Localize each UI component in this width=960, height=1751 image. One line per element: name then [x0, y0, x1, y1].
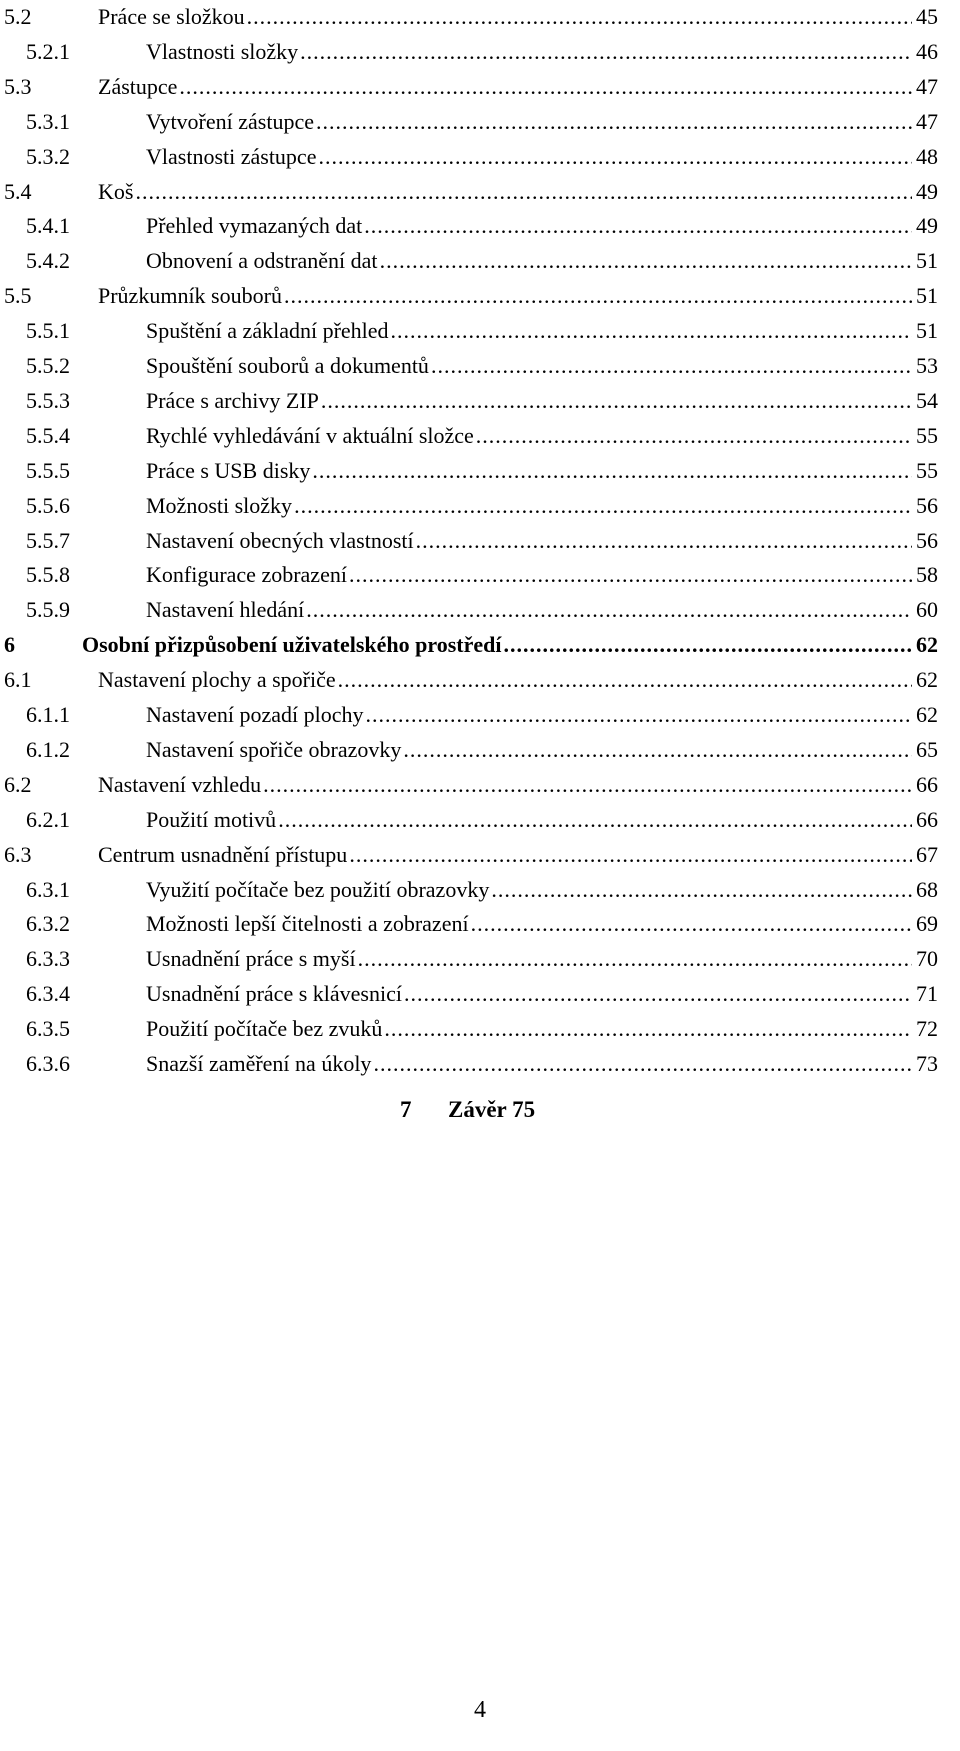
dot-leader: [504, 628, 913, 662]
toc-entry-page: 62: [916, 667, 938, 693]
toc-entry-page: 62: [916, 632, 938, 658]
toc-entry[interactable]: [0, 663, 960, 697]
toc-entry-title: Vlastnosti zástupce: [146, 143, 317, 169]
toc-entry-page: 69: [916, 911, 938, 937]
toc-entry-number: 5.3.2: [26, 143, 70, 169]
toc-entry-page: 51: [916, 318, 938, 344]
toc-entry-title: Usnadnění práce s myší: [146, 946, 356, 972]
toc-entry-title: Využití počítače bez použití obrazovky: [146, 876, 490, 902]
toc-entry-page: 46: [916, 38, 938, 64]
toc-entry-title: Nastavení hledání: [146, 597, 305, 623]
toc-entry[interactable]: [0, 907, 960, 941]
toc-entry[interactable]: [0, 70, 960, 104]
toc-entry-page: 53: [916, 353, 938, 378]
toc-entry[interactable]: [0, 698, 960, 732]
toc-entry-title: Rychlé vyhledávání v aktuální složce: [146, 422, 474, 448]
toc-entry-page: 47: [916, 108, 938, 134]
toc-entry-final[interactable]: [400, 1093, 535, 1127]
toc-entry-title: Nastavení plochy a spořiče: [98, 667, 336, 693]
dot-leader: [278, 803, 912, 837]
toc-entry-page: 49: [916, 178, 938, 204]
toc-entry[interactable]: [0, 35, 960, 69]
toc-entry-page: 56: [916, 527, 938, 553]
toc-entry-title: Koš: [98, 178, 134, 204]
toc-entry-number: 5.5.7: [26, 527, 70, 553]
toc-entry-page: 51: [916, 248, 938, 274]
toc-entry-page: 55: [916, 422, 938, 448]
toc-entry-title: Snazší zaměření na úkoly: [146, 1051, 372, 1076]
dot-leader: [135, 175, 912, 209]
toc-entry-page: 70: [916, 946, 938, 972]
toc-entry-page: 47: [916, 73, 938, 99]
toc-entry-page: 73: [916, 1051, 938, 1076]
toc-entry-title: Práce se složkou: [98, 4, 245, 29]
dot-leader: [338, 663, 912, 697]
toc-entry-title: Osobní přizpůsobení uživatelského prostředí: [82, 632, 502, 658]
dot-leader: [358, 942, 912, 976]
toc-entry-title: Přehled vymazaných dat: [146, 213, 363, 239]
dot-leader: [380, 244, 912, 278]
toc-entry-title: Centrum usnadnění přístupu: [98, 841, 348, 867]
toc-entry-title: Spouštění souborů a dokumentů: [146, 353, 429, 378]
toc-entry-page: 58: [916, 562, 938, 588]
toc-entry[interactable]: [0, 175, 960, 209]
toc-entry-page: 49: [916, 213, 938, 239]
dot-leader: [263, 768, 912, 802]
dot-leader: [384, 1012, 912, 1046]
dot-leader: [318, 140, 912, 174]
toc-entry[interactable]: [0, 803, 960, 837]
toc-entry-page: 62: [916, 702, 938, 727]
dot-leader: [294, 489, 912, 523]
toc-entry-page: 60: [916, 597, 938, 623]
toc-entry-page: 54: [916, 387, 938, 413]
dot-leader: [312, 454, 912, 488]
dot-leader: [349, 838, 912, 872]
toc-entry[interactable]: [0, 0, 960, 34]
toc-entry-number: 6.2.1: [26, 806, 70, 832]
toc-entry-title: Nastavení obecných vlastností: [146, 527, 414, 553]
toc-entry[interactable]: [0, 105, 960, 139]
dot-leader: [491, 873, 912, 907]
toc-entry-title: Spuštění a základní přehled: [146, 318, 389, 344]
toc-entry-title: Konfigurace zobrazení: [146, 562, 347, 588]
toc-entry-page: 55: [916, 457, 938, 483]
dot-leader: [349, 558, 912, 592]
toc-entry-title: Obnovení a odstranění dat: [146, 248, 378, 274]
toc-entry-number: 5.3.1: [26, 108, 70, 134]
toc-entry[interactable]: [0, 628, 960, 662]
toc-entry-title: Možnosti lepší čitelnosti a zobrazení: [146, 911, 469, 937]
dot-leader: [404, 977, 912, 1011]
toc-entry-number: 5.4: [4, 178, 32, 204]
toc-entry-number: 6: [4, 632, 15, 658]
toc-entry-title: Možnosti složky: [146, 492, 293, 518]
dot-leader: [403, 733, 912, 767]
dot-leader: [431, 349, 912, 383]
toc-entry[interactable]: [0, 977, 960, 1011]
toc-entry-page: 56: [916, 492, 938, 518]
toc-entry-number: 6.1.2: [26, 736, 70, 762]
toc-entry[interactable]: [0, 873, 960, 907]
toc-entry[interactable]: [0, 314, 960, 348]
toc-entry-number: 5.5.6: [26, 492, 70, 518]
toc-entry-title: Nastavení pozadí plochy: [146, 702, 364, 727]
dot-leader: [306, 593, 912, 627]
toc-entry-page: 65: [916, 736, 938, 762]
toc-entry[interactable]: [0, 244, 960, 278]
toc-entry-title: Vlastnosti složky: [146, 38, 299, 64]
toc-entry-title: Nastavení vzhledu: [98, 771, 262, 797]
toc-entry-title: Použití motivů: [146, 806, 277, 832]
toc-entry[interactable]: [0, 419, 960, 453]
toc-entry-number: 5.5.8: [26, 562, 70, 588]
toc-entry-number: 5.2.1: [26, 38, 70, 64]
toc-entry-number: 5.5.9: [26, 597, 70, 623]
dot-leader: [284, 279, 912, 313]
page-number: 4: [474, 1697, 486, 1723]
toc-entry-title: Použití počítače bez zvuků: [146, 1016, 383, 1042]
dot-leader: [316, 105, 912, 139]
dot-leader: [476, 419, 912, 453]
toc-entry[interactable]: [0, 768, 960, 802]
toc-entry-number: 5.5.3: [26, 387, 70, 413]
toc-entry-number: 6.3: [4, 841, 32, 867]
toc-entry[interactable]: [0, 524, 960, 558]
dot-leader: [391, 314, 912, 348]
toc-entry[interactable]: [0, 489, 960, 523]
toc-entry-number: 5.5.1: [26, 318, 70, 344]
toc-entry[interactable]: [0, 942, 960, 976]
toc-entry-number: 5.2: [4, 4, 32, 29]
toc-entry[interactable]: [0, 349, 960, 383]
toc-entry-title: Práce s archivy ZIP: [146, 387, 319, 413]
toc-entry-number: 5.5.2: [26, 353, 70, 378]
toc-entry-number: 7: [400, 1097, 412, 1122]
toc-entry-number: 5.5.5: [26, 457, 70, 483]
toc-entry-title: Usnadnění práce s klávesnicí: [146, 981, 402, 1007]
toc-entry-number: 5.5: [4, 283, 32, 309]
toc-entry-page: 72: [916, 1016, 938, 1042]
toc-entry[interactable]: [0, 140, 960, 174]
dot-leader: [364, 209, 912, 243]
toc-entry-page: 71: [916, 981, 938, 1007]
dot-leader: [179, 70, 912, 104]
toc-entry-number: 6.1.1: [26, 702, 70, 727]
toc-entry-number: 6.2: [4, 771, 32, 797]
toc-entry-number: 5.4.1: [26, 213, 70, 239]
toc-entry-page: 67: [916, 841, 938, 867]
toc-entry-number: 5.4.2: [26, 248, 70, 274]
toc-entry[interactable]: [0, 558, 960, 592]
dot-leader: [373, 1047, 912, 1081]
dot-leader: [416, 524, 912, 558]
dot-leader: [366, 698, 913, 732]
dot-leader: [471, 907, 912, 941]
toc-entry[interactable]: [0, 733, 960, 767]
toc-entry-number: 6.3.6: [26, 1051, 70, 1076]
toc-entry-page: 48: [916, 143, 938, 169]
toc-entry-number: 6.3.1: [26, 876, 70, 902]
toc-entry-title: Zástupce: [98, 73, 178, 99]
toc-entry-number: 6.1: [4, 667, 32, 693]
toc-entry-title: Vytvoření zástupce: [146, 108, 314, 134]
toc-entry-number: 6.3.3: [26, 946, 70, 972]
toc-entry[interactable]: [0, 454, 960, 488]
dot-leader: [300, 35, 912, 69]
toc-entry-title: Závěr 75: [448, 1097, 536, 1122]
toc-entry[interactable]: [0, 279, 960, 313]
dot-leader: [321, 384, 912, 418]
toc-entry-number: 6.3.5: [26, 1016, 70, 1042]
toc-entry-number: 5.5.4: [26, 422, 70, 448]
dot-leader: [247, 0, 912, 34]
toc-entry-number: 6.3.2: [26, 911, 70, 937]
toc-entry-number: 5.3: [4, 73, 32, 99]
toc-entry-page: 51: [916, 283, 938, 309]
toc-entry-number: 6.3.4: [26, 981, 70, 1007]
toc-entry-page: 66: [916, 806, 938, 832]
toc-entry-title: Nastavení spořiče obrazovky: [146, 736, 402, 762]
toc-entry[interactable]: [0, 384, 960, 418]
toc-entry-title: Průzkumník souborů: [98, 283, 282, 309]
toc-entry-title: Práce s USB disky: [146, 457, 311, 483]
toc-entry-page: 45: [916, 4, 938, 29]
toc-entry[interactable]: [0, 1012, 960, 1046]
toc-entry-page: 66: [916, 771, 938, 797]
toc-entry[interactable]: [0, 593, 960, 627]
toc-entry[interactable]: [0, 209, 960, 243]
toc-entry[interactable]: [0, 1047, 960, 1081]
toc-entry[interactable]: [0, 838, 960, 872]
toc-entry-page: 68: [916, 876, 938, 902]
